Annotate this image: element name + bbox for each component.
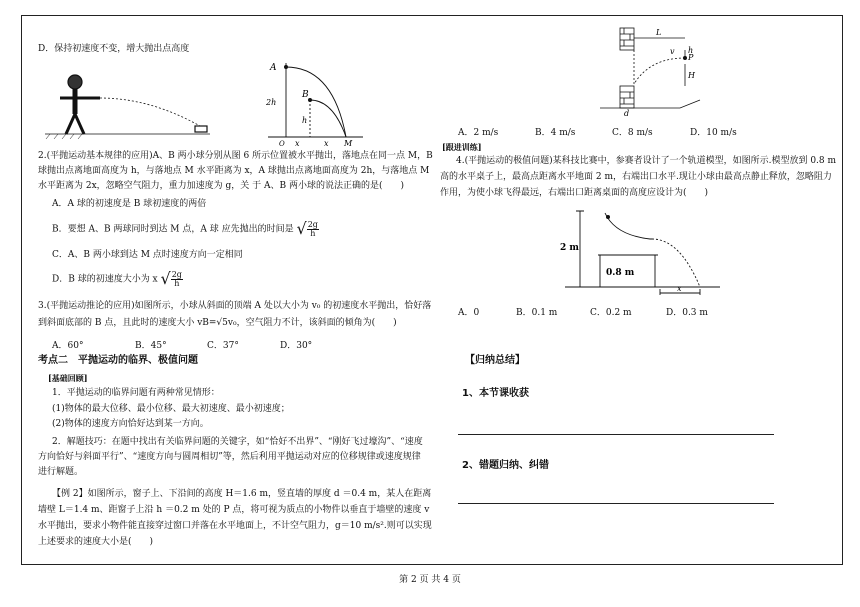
fig-label-d: d: [624, 109, 630, 116]
fig-label-p: P: [688, 53, 694, 62]
q2-option-c: C．A、B 两小球到达 M 点时速度方向一定相同: [52, 250, 243, 260]
fig-label-big-h: H: [688, 71, 695, 80]
q4-option-a: A．0: [458, 308, 480, 318]
fig6-label-x2: x: [324, 139, 329, 147]
fig4-label-2m: 2 m: [560, 243, 579, 253]
ex2-option-b: B．4 m/s: [535, 128, 576, 138]
q4-option-b: B．0.1 m: [516, 308, 558, 318]
basic-review-2-line-2: 方向恰好与斜面平行”、“速度方向与圆周相切”等，然后利用平抛运动对应的位移规律或速度规律: [38, 452, 421, 462]
q2-line-1: 2.(平抛运动基本规律的应用)A、B 两小球分别从图 6 所示位置被水平抛出，落地点在同一点 M，B: [38, 151, 433, 161]
q4-line-2: 高的水平桌子上，最高点距离水平地面 2 m，右端出口水平.现让小球由最高点静止释放，忽略阻力: [440, 172, 832, 182]
fig6-label-m: M: [344, 139, 353, 147]
fig6-label-o: O: [279, 140, 285, 147]
q2-option-a: A．A 球的初速度是 B 球初速度的两倍: [52, 199, 207, 209]
q2-option-d: D．B 球的初速度大小为 x √ $\frac{2g}{h}$: [52, 269, 182, 288]
q2-option-b: B．要想 A、B 两球同时到达 M 点，A 球 应先抛出的时间是 √ $\frac{2g}{h}$: [52, 219, 318, 238]
window-wall-figure: [590, 24, 720, 116]
section2-title: 考点二 平抛运动的临界、极值问题: [38, 355, 198, 366]
summary-item-1: 1、本节课收获: [462, 388, 529, 399]
summary-title: 【归纳总结】: [465, 355, 525, 366]
fig4-label-x: x: [677, 284, 682, 293]
basic-review-1-1: (1)物体的最大位移、最小位移、最大初速度、最小初速度；: [52, 404, 290, 414]
fig-label-h: h: [688, 46, 694, 55]
page-number: 第 2 页 共 4 页: [399, 575, 461, 585]
q4-option-c: C．0.2 m: [590, 308, 632, 318]
q4-line-1: 4.(平抛运动的极值问题)某科技比赛中，参赛者设计了一个轨道模型，如图所示.模型放到 0.8 m: [456, 156, 837, 166]
figure-6-trajectories: [258, 55, 368, 147]
q3-option-c: C．37°: [207, 341, 239, 351]
example2-line-2: 墙壁 L＝1.4 m、距窗子上沿 h ＝0.2 m 处的 P 点，将可视为质点的小物件以垂直于墙壁的速度 v: [38, 505, 430, 515]
ex2-option-d: D．10 m/s: [690, 128, 737, 138]
basic-review-1-2: (2)物体的速度方向恰好达到某一方向。: [52, 419, 209, 429]
fig6-label-b: B: [302, 90, 309, 100]
follow-up-label: [跟进训练]: [442, 142, 482, 152]
basic-review-2-line-3: 进行解题。: [38, 467, 84, 477]
q4-line-3: 作用，为使小球飞得最远，右端出口距离桌面的高度应设计为( ): [440, 188, 709, 198]
track-model-figure: [560, 205, 730, 297]
q3-line-2: 到斜面底部的 B 点，且此时的速度大小 vB=√5v₀，空气阻力不计，该斜面的倾角为( ): [38, 318, 397, 328]
fig4-label-08m: 0.8 m: [606, 268, 635, 278]
answer-line-1: [458, 434, 774, 435]
basic-review-2-line-1: 2．解题技巧：在题中找出有关临界问题的关键字，如“恰好不出界”、“刚好飞过壕沟”、“速度: [52, 437, 423, 447]
fig6-label-h: h: [302, 116, 308, 125]
ex2-option-c: C．8 m/s: [612, 128, 653, 138]
fig6-label-x1: x: [295, 139, 300, 147]
fig-label-l: L: [656, 28, 662, 37]
q2-line-3: 水平距离为 2x，忽略空气阻力，重力加速度为 g，关 于 A、B 两小球的说法正确的是( ): [38, 181, 405, 191]
q3-option-a: A．60°: [52, 341, 84, 351]
summary-item-2: 2、错题归纳、纠错: [462, 460, 549, 471]
answer-line-2: [458, 503, 774, 504]
example2-line-4: 上述要求的速度大小是( ): [38, 537, 154, 547]
q1-option-d: D．保持初速度不变，增大抛出点高度: [38, 44, 190, 54]
fig6-label-a: A: [270, 63, 277, 73]
ex2-option-a: A．2 m/s: [458, 128, 499, 138]
basic-review-1: 1．平抛运动的临界问题有两种常见情形：: [52, 388, 220, 398]
fig-label-v: v: [670, 47, 675, 56]
q3-option-d: D．30°: [280, 341, 313, 351]
boy-throwing-figure: [40, 68, 215, 148]
example2-line-3: 水平抛出，要求小物件能直接穿过窗口并落在水平地面上，不计空气阻力，g＝10 m/s².则可以实现: [38, 521, 432, 531]
basic-review-label: [基础回顾]: [48, 373, 88, 383]
fig6-label-2h: 2h: [266, 98, 277, 107]
q4-option-d: D．0.3 m: [666, 308, 708, 318]
example2-line-1: 【例 2】如图所示，窗子上、下沿间的高度 H＝1.6 m，竖直墙的厚度 d ＝0.4 m，某人在距离: [52, 489, 432, 499]
column-divider: [432, 15, 433, 565]
q2-line-2: 球抛出点离地面高度为 h，与落地点 M 水平距离为 x，A 球抛出点离地面高度为 2h，与落地点 M: [38, 166, 430, 176]
q3-line-1: 3.(平抛运动推论的应用)如图所示，小球从斜面的顶端 A 处以大小为 v₀ 的初速度水平抛出，恰好落: [38, 301, 432, 311]
q3-option-b: B．45°: [135, 341, 167, 351]
